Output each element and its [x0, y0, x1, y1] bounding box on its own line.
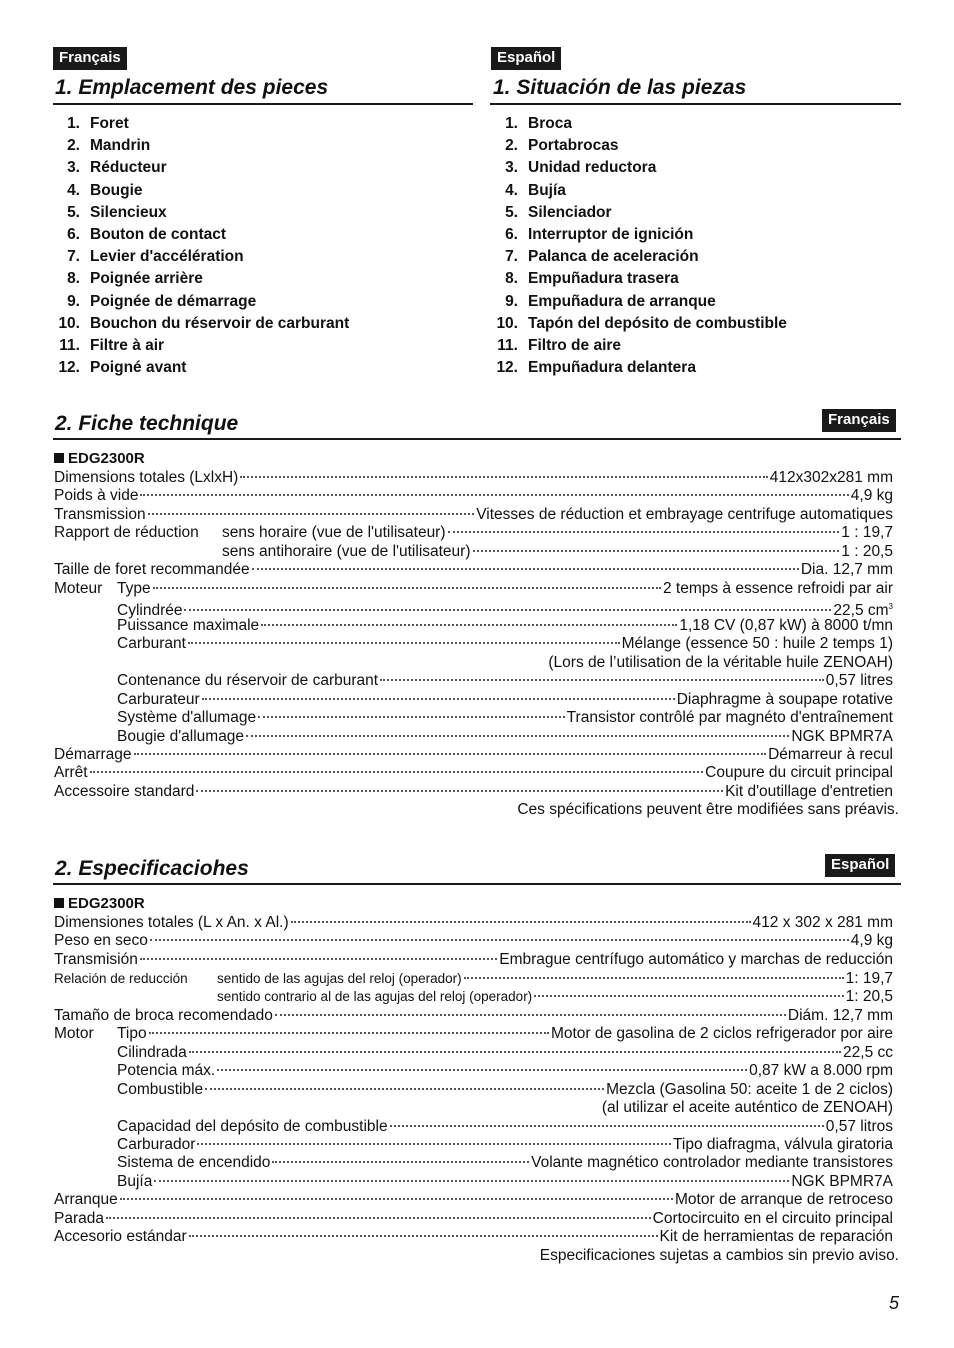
- es-part-item: [491, 202, 612, 224]
- part-number: 6.: [67, 225, 80, 243]
- fr-spec-row: Carburant Mélange (essence 50 : huile 2 temps 1): [117, 635, 893, 652]
- part-label: Silenciador: [528, 203, 612, 221]
- fr-spec-title: 2. Fiche technique: [55, 412, 239, 435]
- fr-part-item: [53, 335, 165, 357]
- page-number: 5: [889, 1293, 900, 1313]
- part-label: Poignée de démarrage: [90, 292, 257, 310]
- fr-spec-row: Carburateur Diaphragme à soupape rotative: [117, 691, 893, 708]
- part-number: 7.: [505, 248, 518, 266]
- part-number: 3.: [67, 159, 80, 177]
- fr-spec-row: Cylindrée 22,5 $cm^3$: [117, 602, 893, 619]
- fr-spec-row: sens antihoraire (vue de l'utilisateur) 1 : 20,5: [222, 543, 893, 560]
- part-label: Empuñadura de arranque: [528, 292, 716, 310]
- part-label: Silencieux: [90, 203, 167, 221]
- part-number: 4.: [67, 181, 80, 199]
- fr-spec-row: Transmission Vitesses de réduction et embrayage centrifuge automatiques: [54, 506, 893, 523]
- fr-fuel-note: (Lors de l’utilisation de la véritable huile ZENOAH): [548, 654, 893, 671]
- part-label: Empuñadura trasera: [528, 270, 679, 288]
- es-spec-row: Tipo Motor de gasolina de 2 ciclos refrigerador por aire: [117, 1025, 893, 1042]
- es-spec-row: sentido de las agujas del reloj (operador) 1: 19,7: [217, 970, 893, 987]
- es-spec-row: Combustible Mezcla (Gasolina 50: aceite 1 de 2 ciclos): [117, 1081, 893, 1098]
- es-ratio-label: Relación de reducción: [54, 971, 188, 986]
- part-number: 11.: [497, 336, 518, 354]
- part-number: 4.: [505, 181, 518, 199]
- fr-title-rule: [53, 103, 473, 105]
- es-spec-row: Bujía NGK BPMR7A: [117, 1173, 893, 1190]
- fr-parts-list: [53, 113, 350, 379]
- es-part-item: [491, 268, 679, 290]
- es-spec-row: Dimensiones totales (L x An. x Al.) 412 x 302 x 281 mm: [54, 914, 893, 931]
- es-parts-list: [491, 113, 787, 379]
- es-spec-rule: [53, 883, 901, 885]
- part-number: 5.: [67, 203, 80, 221]
- part-label: Foret: [90, 115, 129, 132]
- es-part-item: [491, 313, 787, 335]
- square-bullet-icon: [54, 898, 64, 908]
- part-label: Broca: [528, 115, 572, 132]
- part-label: Palanca de aceleración: [528, 248, 699, 266]
- part-number: 12.: [58, 359, 80, 377]
- es-spec-row: Sistema de encendido Volante magnético controlador mediante transistores: [117, 1154, 893, 1171]
- language-tag-spanish: Español: [491, 47, 561, 70]
- fr-model: [54, 450, 145, 468]
- fr-part-item: [53, 113, 129, 135]
- es-spec-row: Peso en seco 4,9 kg: [54, 932, 893, 949]
- es-fuel-note: (al utilizar el aceite auténtico de ZENOAH): [601, 1099, 893, 1116]
- es-spec-language-tag: Español: [825, 854, 895, 877]
- es-part-item: [491, 357, 696, 379]
- part-label: Bouchon du réservoir de carburant: [90, 314, 350, 332]
- part-number: 2.: [67, 137, 80, 155]
- es-spec-row: sentido contrario al de las agujas del reloj (operador) 1: 20,5: [217, 988, 893, 1005]
- fr-spec-rule: [53, 438, 901, 440]
- es-part-item: [491, 224, 694, 246]
- part-number: 8.: [67, 270, 80, 288]
- part-label: Tapón del depósito de combustible: [528, 314, 787, 332]
- part-label: Filtre à air: [90, 336, 165, 354]
- fr-spec-row: Contenance du réservoir de carburant 0,57 litres: [117, 672, 893, 689]
- es-spec-row: Parada Cortocircuito en el circuito principal: [54, 1210, 893, 1227]
- es-title-rule: [490, 103, 901, 105]
- fr-spec-language-tag: Français: [822, 409, 896, 432]
- part-label: Unidad reductora: [528, 159, 657, 177]
- fr-spec-row: Arrêt Coupure du circuit principal: [54, 764, 893, 781]
- es-spec-row: Capacidad del depósito de combustible 0,57 litros: [117, 1118, 893, 1135]
- fr-spec-row: Type 2 temps à essence refroidi par air: [117, 580, 893, 597]
- fr-spec-row: Accessoire standard Kit d'outillage d'entretien: [54, 783, 893, 800]
- part-label: Interruptor de ignición: [528, 225, 694, 243]
- fr-spec-row: Système d'allumage Transistor contrôlé par magnéto d'entraînement: [117, 709, 893, 726]
- es-spec-row: Accesorio estándar Kit de herramientas de reparación: [54, 1228, 893, 1245]
- fr-part-item: [53, 180, 143, 202]
- part-label: Portabrocas: [528, 137, 619, 155]
- part-number: 8.: [505, 270, 518, 288]
- es-part-item: [491, 335, 622, 357]
- part-label: Réducteur: [90, 159, 167, 177]
- es-spec-note: Especificaciones sujetas a cambios sin previo aviso.: [539, 1247, 899, 1264]
- fr-spec-row: Puissance maximale 1,18 CV (0,87 kW) à 8000 t/mn: [117, 617, 893, 634]
- part-label: Poignée arrière: [90, 270, 203, 288]
- fr-part-item: [53, 135, 151, 157]
- part-number: 12.: [496, 359, 518, 377]
- fr-part-item: [53, 268, 203, 290]
- es-spec-row: Tamaño de broca recomendado Diám. 12,7 mm: [54, 1007, 893, 1024]
- es-part-item: [491, 113, 572, 135]
- es-part-item: [491, 157, 657, 179]
- fr-part-item: [53, 246, 244, 268]
- fr-spec-row: sens horaire (vue de l'utilisateur) 1 : 19,7: [222, 524, 893, 541]
- es-spec-row: Transmisión Embrague centrífugo automático y marchas de reducción: [54, 951, 893, 968]
- fr-spec-row: Taille de foret recommandée Dia. 12,7 mm: [54, 561, 893, 578]
- fr-part-item: [53, 202, 167, 224]
- part-label: Empuñadura delantera: [528, 359, 696, 377]
- es-parts-title: 1. Situación de las piezas: [493, 76, 747, 99]
- part-number: 10.: [58, 314, 80, 332]
- fr-ratio-label: Rapport de réduction: [54, 524, 199, 541]
- es-spec-row: Cilindrada 22,5 cc: [117, 1044, 893, 1061]
- fr-part-item: [53, 291, 257, 313]
- part-number: 10.: [496, 314, 518, 332]
- fr-spec-note: Ces spécifications peuvent être modifiées sans préavis.: [517, 801, 899, 818]
- fr-spec-row: Bougie d'allumage NGK BPMR7A: [117, 728, 893, 745]
- fr-parts-title: 1. Emplacement des pieces: [55, 76, 329, 99]
- fr-model-name: EDG2300R: [68, 450, 145, 467]
- es-spec-row: Potencia máx. 0,87 kW a 8.000 rpm: [117, 1062, 893, 1079]
- part-number: 11.: [59, 336, 80, 354]
- es-part-item: [491, 246, 699, 268]
- fr-spec-row: Démarrage Démarreur à recul: [54, 746, 893, 763]
- part-number: 2.: [505, 137, 518, 155]
- fr-part-item: [53, 224, 227, 246]
- es-part-item: [491, 135, 619, 157]
- part-number: 7.: [67, 248, 80, 266]
- fr-spec-row: Dimensions totales (LxlxH) 412x302x281 mm: [54, 469, 893, 486]
- part-number: 1.: [67, 115, 80, 132]
- part-number: 5.: [505, 203, 518, 221]
- part-number: 1.: [505, 115, 518, 132]
- fr-part-item: [53, 313, 350, 335]
- part-label: Bouton de contact: [90, 225, 227, 243]
- es-spec-row: Arranque Motor de arranque de retroceso: [54, 1191, 893, 1208]
- es-spec-row: Carburador Tipo diafragma, válvula giratoria: [117, 1136, 893, 1153]
- fr-part-item: [53, 357, 187, 379]
- fr-spec-row: Poids à vide 4,9 kg: [54, 487, 893, 504]
- fr-engine-label: Moteur: [54, 580, 103, 597]
- es-spec-title: 2. Especificaciohes: [55, 857, 249, 880]
- part-label: Bougie: [90, 181, 143, 199]
- language-tag-french: Français: [53, 47, 127, 70]
- square-bullet-icon: [54, 453, 64, 463]
- part-number: 9.: [505, 292, 518, 310]
- es-part-item: [491, 291, 716, 313]
- es-engine-label: Motor: [54, 1025, 94, 1042]
- part-label: Poigné avant: [90, 359, 187, 377]
- part-number: 6.: [505, 225, 518, 243]
- part-number: 9.: [67, 292, 80, 310]
- part-label: Levier d'accélération: [90, 248, 244, 266]
- part-label: Bujía: [528, 181, 566, 199]
- part-number: 3.: [505, 159, 518, 177]
- part-label: Filtro de aire: [528, 336, 622, 354]
- es-part-item: [491, 180, 566, 202]
- fr-part-item: [53, 157, 167, 179]
- part-label: Mandrin: [90, 137, 151, 155]
- es-model-name: EDG2300R: [68, 895, 145, 912]
- es-model: [54, 895, 145, 913]
